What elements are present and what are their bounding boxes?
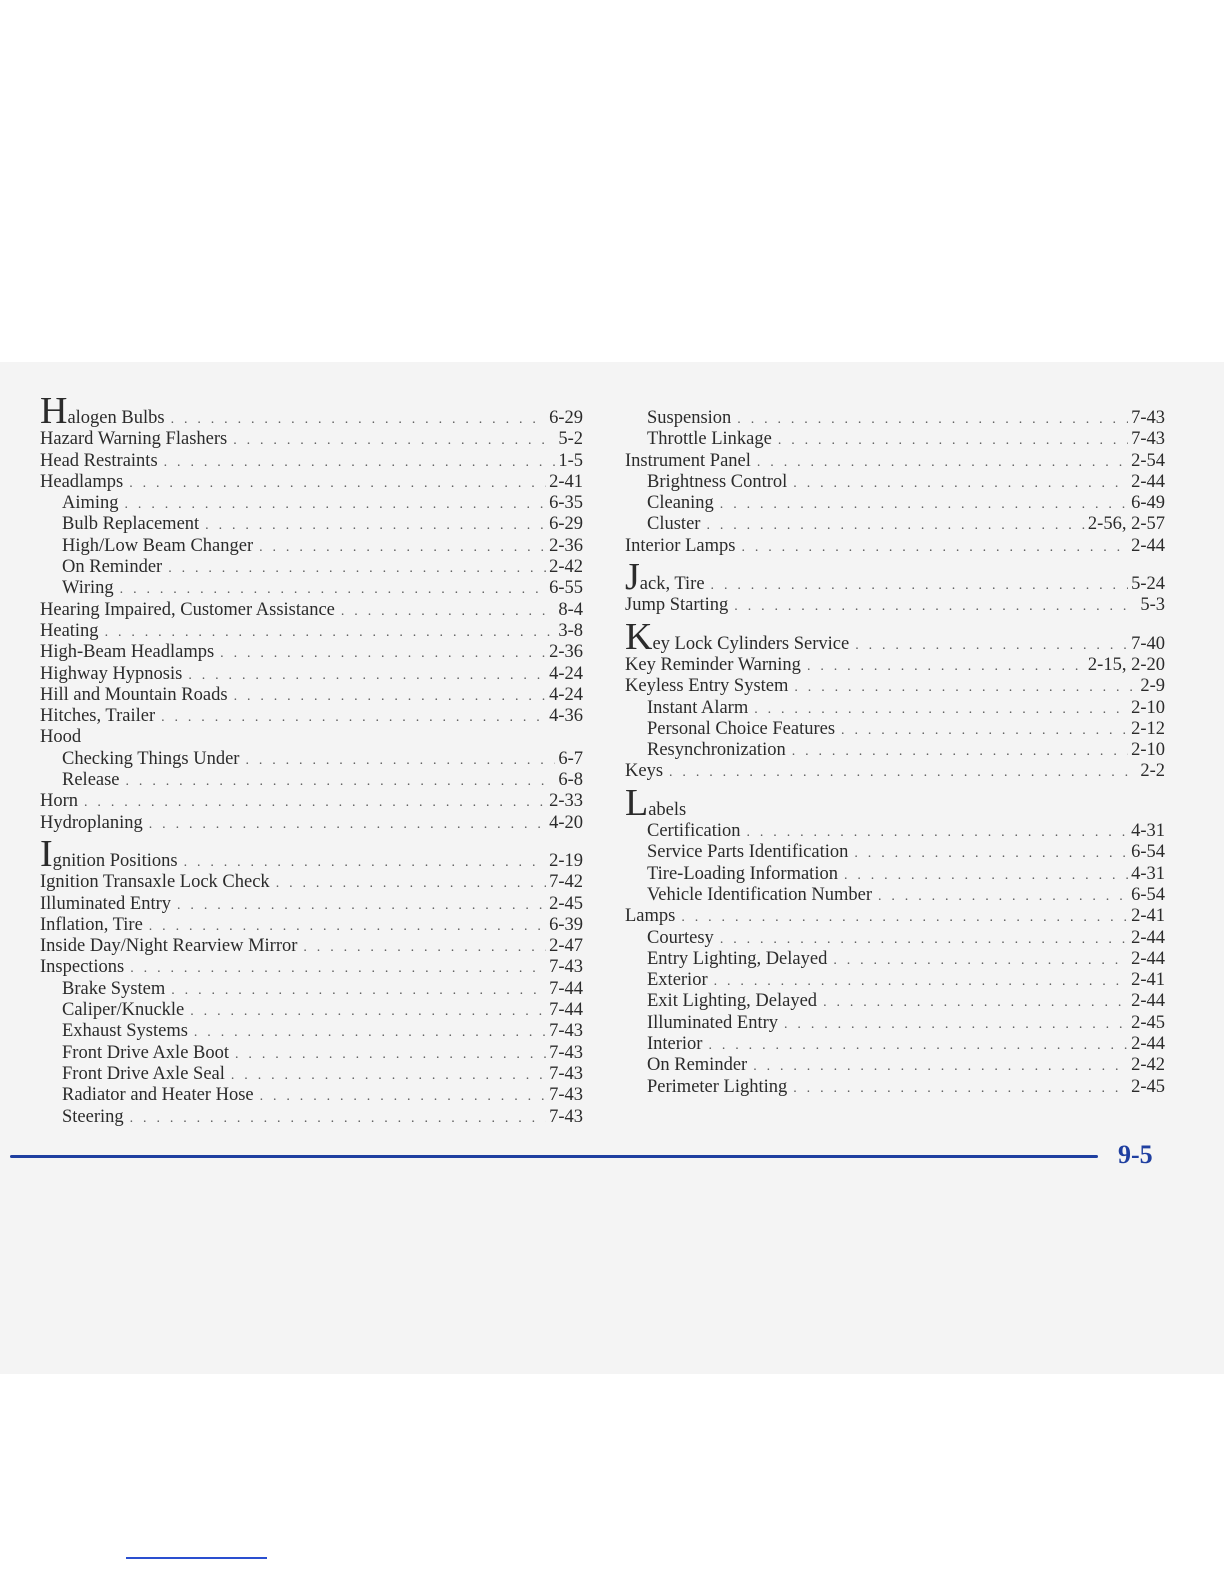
dot-leader	[161, 707, 546, 728]
index-entry	[40, 642, 583, 663]
dot-leader	[164, 452, 556, 473]
dot-leader	[231, 1065, 546, 1086]
index-page-reference: 7-40	[1131, 633, 1165, 654]
index-page-reference: 7-43	[549, 1063, 583, 1084]
index-entry-label: Inside Day/Night Rearview Mirror	[40, 936, 298, 957]
index-page-reference: 2-41	[1131, 970, 1165, 991]
index-entry-label: Steering	[62, 1106, 124, 1127]
index-subentry	[40, 578, 583, 599]
index-page-reference: 2-36	[549, 642, 583, 663]
index-entry	[625, 536, 1165, 557]
index-subentry	[625, 1055, 1165, 1076]
dot-leader	[706, 515, 1084, 536]
index-entry-label-text: gnition Positions	[52, 850, 178, 871]
index-subentry	[625, 698, 1165, 719]
index-page-reference: 2-44	[1131, 948, 1165, 969]
index-subentry	[40, 1107, 583, 1128]
index-page-reference: 6-29	[549, 514, 583, 535]
index-entry-label: Certification	[647, 821, 741, 842]
index-page-reference: 6-49	[1131, 493, 1165, 514]
dot-leader	[711, 575, 1129, 596]
dot-leader	[303, 937, 546, 958]
dot-leader	[130, 958, 546, 979]
index-subentry	[625, 408, 1165, 429]
index-entry	[625, 761, 1165, 782]
dot-leader	[190, 1001, 546, 1022]
index-entry-label: Head Restraints	[40, 450, 158, 471]
index-entry-label: Highway Hypnosis	[40, 663, 183, 684]
section-initial-letter: J	[625, 556, 640, 599]
dot-leader	[757, 452, 1128, 473]
index-entry-label	[40, 832, 178, 875]
index-entry-label: Interior	[647, 1034, 703, 1055]
index-entry	[40, 429, 583, 450]
dot-leader	[125, 494, 547, 515]
index-entry-label: Inflation, Tire	[40, 914, 143, 935]
index-entry	[40, 621, 583, 642]
index-entry	[40, 664, 583, 685]
index-page-reference: 2-10	[1131, 697, 1165, 718]
index-entry-label: Exit Lighting, Delayed	[647, 991, 818, 1012]
index-subentry	[40, 979, 583, 1000]
index-page-reference: 2-45	[1131, 1076, 1165, 1097]
index-page-reference: 6-54	[1131, 884, 1165, 905]
index-entry	[40, 957, 583, 978]
index-page-reference: 7-43	[549, 1106, 583, 1127]
index-entry-label: Interior Lamps	[625, 535, 736, 556]
index-subentry	[40, 557, 583, 578]
dot-leader	[259, 537, 546, 558]
dot-leader	[168, 558, 546, 579]
dot-leader	[120, 579, 546, 600]
index-entry-label: Lamps	[625, 906, 676, 927]
dot-leader	[823, 992, 1128, 1013]
index-entry	[40, 472, 583, 493]
index-entry-label: Hearing Impaired, Customer Assistance	[40, 599, 335, 620]
index-subentry	[40, 1000, 583, 1021]
index-entry-label: Brake System	[62, 978, 166, 999]
index-page-reference: 2-36	[549, 535, 583, 556]
index-subentry	[625, 864, 1165, 885]
index-entry-label: Horn	[40, 791, 79, 812]
dot-leader	[177, 895, 546, 916]
index-page-reference: 4-24	[549, 663, 583, 684]
index-entry-label	[625, 556, 705, 599]
index-subentry	[40, 514, 583, 535]
section-initial-letter: I	[40, 832, 53, 875]
section-initial-letter: L	[625, 781, 649, 824]
index-entry-label-text: alogen Bulbs	[67, 408, 165, 428]
dot-leader	[714, 971, 1128, 992]
index-page-reference: 2-42	[549, 557, 583, 578]
dot-leader	[778, 430, 1128, 451]
index-entry-label: Ignition Transaxle Lock Check	[40, 872, 270, 893]
dot-leader	[129, 473, 546, 494]
index-entry	[40, 894, 583, 915]
index-page-reference: 7-43	[549, 957, 583, 978]
index-entry-label: Checking Things Under	[62, 748, 240, 769]
dot-leader	[188, 665, 546, 686]
index-entry-label: Instrument Panel	[625, 450, 751, 471]
dot-leader	[184, 852, 547, 873]
dot-leader	[235, 1044, 546, 1065]
dot-leader	[171, 409, 547, 430]
index-subentry	[40, 1043, 583, 1064]
index-page-reference: 7-43	[1131, 408, 1165, 428]
index-entry-label: Exhaust Systems	[62, 1021, 188, 1042]
dot-leader	[233, 430, 555, 451]
index-entry-label: High-Beam Headlamps	[40, 642, 215, 663]
dot-leader	[793, 1078, 1128, 1099]
index-page-reference: 2-19	[549, 850, 583, 871]
index-entry	[625, 676, 1165, 697]
index-entry-label: Hydroplaning	[40, 812, 143, 833]
index-entry-label: Resynchronization	[647, 740, 786, 761]
index-page-reference: 6-8	[558, 770, 583, 791]
index-page-reference: 5-2	[558, 429, 583, 450]
index-page-reference: 6-7	[558, 748, 583, 769]
dot-leader	[792, 741, 1128, 762]
index-entry-label: Heating	[40, 620, 99, 641]
index-subentry	[625, 740, 1165, 761]
index-entry-label: Front Drive Axle Seal	[62, 1063, 225, 1084]
index-entry-label: Hitches, Trailer	[40, 706, 156, 727]
index-page-reference: 7-43	[549, 1021, 583, 1042]
dot-leader	[784, 1014, 1128, 1035]
index-entry-label: Front Drive Axle Boot	[62, 1042, 230, 1063]
bottom-link-underline	[126, 1557, 267, 1559]
index-page-reference: 6-29	[549, 408, 583, 428]
index-subentry	[40, 1021, 583, 1042]
index-entry	[40, 706, 583, 727]
index-page-reference: 2-54	[1131, 450, 1165, 471]
dot-leader	[194, 1022, 546, 1043]
dot-leader	[878, 886, 1128, 907]
index-page-reference: 2-2	[1140, 761, 1165, 782]
dot-leader	[747, 822, 1129, 843]
index-subentry	[40, 493, 583, 514]
index-page-reference: 2-41	[549, 471, 583, 492]
index-page-reference: 2-15, 2-20	[1087, 654, 1165, 675]
index-entry	[625, 451, 1165, 472]
index-entry	[40, 600, 583, 621]
index-entry-label: Tire-Loading Information	[647, 863, 838, 884]
index-subentry	[625, 928, 1165, 949]
index-entry-label: On Reminder	[647, 1055, 748, 1076]
index-page-reference: 2-33	[549, 791, 583, 812]
dot-leader	[741, 537, 1128, 558]
index-entry-label: Vehicle Identification Number	[647, 884, 872, 905]
index-entry-label: Cluster	[647, 514, 701, 535]
index-entry-label: High/Low Beam Changer	[62, 535, 254, 556]
index-entry-label: Cleaning	[647, 493, 714, 514]
index-entry-label: Keyless Entry System	[625, 676, 789, 697]
index-page-reference: 2-45	[549, 893, 583, 914]
index-subentry	[625, 842, 1165, 863]
index-subentry	[625, 991, 1165, 1012]
index-page-reference: 2-44	[1131, 471, 1165, 492]
index-entry	[40, 832, 583, 875]
dot-leader	[753, 1056, 1128, 1077]
section-initial-letter: H	[40, 390, 68, 432]
index-entry-label	[40, 390, 165, 432]
index-subentry	[40, 749, 583, 770]
index-entry	[40, 813, 583, 834]
dot-leader	[276, 873, 546, 894]
dot-leader	[720, 929, 1128, 950]
index-entry-label-text: ack, Tire	[639, 574, 705, 595]
index-subentry	[625, 949, 1165, 970]
index-subentry	[625, 1013, 1165, 1034]
index-entry-label: Headlamps	[40, 471, 124, 492]
index-entry-label: Suspension	[647, 408, 732, 428]
section-initial-letter: K	[625, 615, 653, 658]
dot-leader	[669, 762, 1137, 783]
page-number: 9-5	[1118, 1140, 1153, 1169]
index-entry-label: Bulb Replacement	[62, 514, 200, 535]
index-page-reference: 1-5	[558, 450, 583, 471]
index-subentry	[625, 1034, 1165, 1055]
index-entry	[625, 906, 1165, 927]
index-page-reference: 3-8	[558, 620, 583, 641]
dot-leader	[171, 980, 546, 1001]
dot-leader	[220, 643, 546, 664]
index-entry-label: Key Reminder Warning	[625, 654, 801, 675]
dot-leader	[341, 601, 555, 622]
index-page-reference: 4-36	[549, 706, 583, 727]
dot-leader	[855, 635, 1128, 656]
index-entry	[40, 727, 583, 748]
index-entry-label: Perimeter Lighting	[647, 1076, 788, 1097]
index-subentry	[625, 885, 1165, 906]
dot-leader	[793, 473, 1128, 494]
index-entry-label: Brightness Control	[647, 471, 788, 492]
index-page-reference: 5-24	[1131, 574, 1165, 595]
index-page-reference: 2-42	[1131, 1055, 1165, 1076]
index-page-reference: 6-39	[549, 914, 583, 935]
index-page-reference: 2-47	[549, 936, 583, 957]
index-subentry	[625, 493, 1165, 514]
index-page-reference: 7-43	[549, 1085, 583, 1106]
index-entry-label: On Reminder	[62, 557, 163, 578]
dot-leader	[754, 699, 1128, 720]
index-entry	[40, 936, 583, 957]
dot-leader	[841, 720, 1128, 741]
index-page-reference: 7-43	[549, 1042, 583, 1063]
index-entry-label: Service Parts Identification	[647, 842, 849, 863]
index-subentry	[625, 719, 1165, 740]
index-entry	[40, 451, 583, 472]
dot-leader	[126, 771, 556, 792]
index-page-reference: 7-42	[549, 872, 583, 893]
index-entry-label: Hazard Warning Flashers	[40, 429, 228, 450]
dot-leader	[149, 916, 546, 937]
index-subentry	[625, 472, 1165, 493]
index-entry-label: Hill and Mountain Roads	[40, 684, 228, 705]
index-page-reference: 6-54	[1131, 842, 1165, 863]
index-entry	[40, 685, 583, 706]
index-page-reference: 5-3	[1140, 595, 1165, 616]
dot-leader	[844, 865, 1128, 886]
index-page-reference: 4-24	[549, 684, 583, 705]
index-page-reference: 2-41	[1131, 906, 1165, 927]
index-entry-label: Wiring	[62, 578, 114, 599]
index-page-reference: 2-56, 2-57	[1087, 514, 1165, 535]
index-subentry	[40, 1064, 583, 1085]
index-subentry	[40, 770, 583, 791]
index-entry	[40, 872, 583, 893]
index-entry	[625, 556, 1165, 599]
index-page-reference: 7-44	[549, 1000, 583, 1021]
dot-leader	[708, 1035, 1128, 1056]
index-entry-label: Caliper/Knuckle	[62, 1000, 185, 1021]
index-entry-label: Inspections	[40, 957, 125, 978]
index-page-reference: 2-44	[1131, 991, 1165, 1012]
index-entry-label: Personal Choice Features	[647, 718, 836, 739]
index-entry-label-text: abels	[648, 799, 687, 820]
index-page-reference: 2-44	[1131, 927, 1165, 948]
index-entry-label	[625, 781, 687, 824]
index-page-reference: 2-9	[1140, 676, 1165, 697]
dot-leader	[84, 792, 546, 813]
dot-leader	[720, 494, 1128, 515]
index-entry-label: Exterior	[647, 970, 708, 991]
index-subentry	[40, 1085, 583, 1106]
index-entry-label: Hood	[40, 727, 82, 748]
index-page-reference: 2-44	[1131, 535, 1165, 556]
index-entry-label: Illuminated Entry	[40, 893, 172, 914]
index-entry-label: Jump Starting	[625, 595, 729, 616]
index-subentry	[625, 970, 1165, 991]
index-subentry	[625, 1077, 1165, 1098]
dot-leader	[734, 596, 1137, 617]
index-page-reference: 2-44	[1131, 1034, 1165, 1055]
index-entry-label: Entry Lighting, Delayed	[647, 948, 828, 969]
index-entry	[625, 595, 1165, 616]
index-entry-label: Throttle Linkage	[647, 429, 772, 450]
dot-leader	[130, 1108, 546, 1129]
index-entry-label: Radiator and Heater Hose	[62, 1085, 254, 1106]
dot-leader	[737, 409, 1128, 430]
index-entry	[625, 781, 1165, 824]
dot-leader	[681, 907, 1128, 928]
index-page-reference: 7-44	[549, 978, 583, 999]
index-entry-label: Aiming	[62, 493, 119, 514]
index-column-left	[40, 390, 583, 1128]
dot-leader	[833, 950, 1128, 971]
index-page-reference: 2-12	[1131, 718, 1165, 739]
dot-leader	[205, 515, 546, 536]
index-entry	[40, 915, 583, 936]
index-page-reference: 4-20	[549, 812, 583, 833]
index-page-reference: 4-31	[1131, 863, 1165, 884]
index-page-reference: 2-45	[1131, 1012, 1165, 1033]
dot-leader	[854, 843, 1128, 864]
index-subentry	[625, 429, 1165, 450]
dot-leader	[260, 1086, 546, 1107]
index-entry-label: Courtesy	[647, 927, 714, 948]
index-subentry	[40, 536, 583, 557]
index-entry-label: Illuminated Entry	[647, 1012, 779, 1033]
index-page-reference: 7-43	[1131, 429, 1165, 450]
index-entry	[40, 791, 583, 812]
dot-leader	[794, 677, 1137, 698]
dot-leader	[234, 686, 547, 707]
index-entry-label-text: ey Lock Cylinders Service	[652, 633, 850, 654]
dot-leader	[105, 622, 556, 643]
index-entry-label: Instant Alarm	[647, 697, 749, 718]
dot-leader	[149, 814, 546, 835]
footer-rule	[10, 1155, 1098, 1158]
index-page-reference: 6-55	[549, 578, 583, 599]
dot-leader	[807, 656, 1085, 677]
index-entry	[625, 615, 1165, 658]
index-entry-label	[625, 615, 850, 658]
index-entry	[40, 390, 583, 432]
index-page-reference: 8-4	[558, 599, 583, 620]
index-column-right	[625, 408, 1165, 1098]
index-subentry	[625, 821, 1165, 842]
index-subentry	[625, 514, 1165, 535]
index-entry	[625, 655, 1165, 676]
dot-leader	[245, 750, 555, 771]
index-page-reference: 4-31	[1131, 821, 1165, 842]
index-entry-label: Release	[62, 770, 120, 791]
index-entry-label: Keys	[625, 761, 664, 782]
index-page-reference: 2-10	[1131, 740, 1165, 761]
index-page-reference: 6-35	[549, 493, 583, 514]
